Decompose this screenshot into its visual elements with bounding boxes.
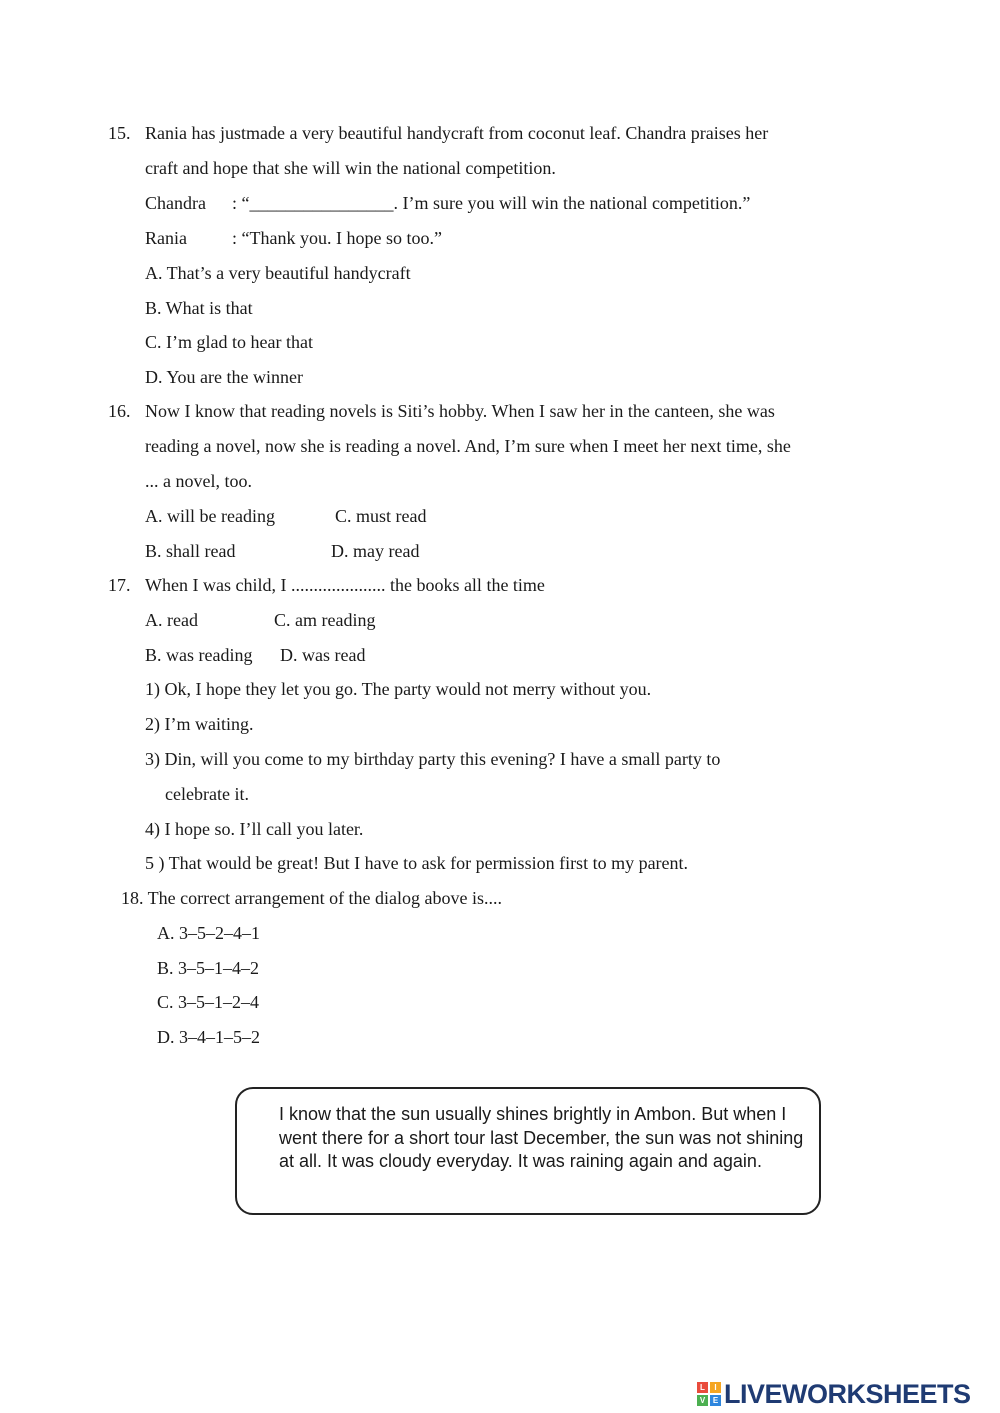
q16-option-c[interactable]: C. must read xyxy=(335,506,427,526)
dialog-line-1: 1) Ok, I hope they let you go. The party would not merry without you. xyxy=(145,679,652,699)
q17-option-a[interactable]: A. read xyxy=(145,610,198,630)
q15-dialog-speaker-chandra: Chandra xyxy=(145,193,206,213)
q16-option-d[interactable]: D. may read xyxy=(331,541,420,561)
logo-mark-letter: I xyxy=(710,1382,721,1393)
q15-stem-line1: Rania has justmade a very beautiful handycraft from coconut leaf. Chandra praises her xyxy=(145,123,769,143)
dialog-line-3: 3) Din, will you come to my birthday party this evening? I have a small party to xyxy=(145,749,721,769)
dialog-line-3-continued: celebrate it. xyxy=(165,784,249,804)
q15-option-d[interactable]: D. You are the winner xyxy=(145,367,303,387)
dialog-line-5: 5 ) That would be great! But I have to ask for permission first to my parent. xyxy=(145,853,689,873)
q16-stem-line3: ... a novel, too. xyxy=(145,471,252,491)
q15-option-c[interactable]: C. I’m glad to hear that xyxy=(145,332,313,352)
q15-dialog-line-chandra: : “________________. I’m sure you will win the national competition.” xyxy=(232,193,751,213)
q15-dialog-speaker-rania: Rania xyxy=(145,228,187,248)
q15-option-a[interactable]: A. That’s a very beautiful handycraft xyxy=(145,263,411,283)
logo-mark-letter: L xyxy=(697,1382,708,1393)
q15-option-b[interactable]: B. What is that xyxy=(145,298,253,318)
q17-option-c[interactable]: C. am reading xyxy=(274,610,376,630)
q18-stem: 18. The correct arrangement of the dialog above is.... xyxy=(121,888,503,908)
q17-number: 17. xyxy=(108,575,131,595)
q16-option-a[interactable]: A. will be reading xyxy=(145,506,275,526)
q15-stem-line2: craft and hope that she will win the national competition. xyxy=(145,158,556,178)
passage-text: I know that the sun usually shines brightly in Ambon. But when I went there for a short tour last December, the sun was not shining at all. It was cloudy everyday. It was raining again and again. xyxy=(279,1104,804,1171)
q16-number: 16. xyxy=(108,401,131,421)
liveworksheets-logo xyxy=(697,1380,971,1408)
logo-text: LIVEWORKSHEETS xyxy=(724,1378,971,1409)
q18-option-d[interactable]: D. 3–4–1–5–2 xyxy=(157,1027,260,1047)
q16-stem-line1: Now I know that reading novels is Siti’s hobby. When I saw her in the canteen, she was xyxy=(145,401,775,421)
q15-dialog-line-rania: : “Thank you. I hope so too.” xyxy=(232,228,442,248)
q16-option-b[interactable]: B. shall read xyxy=(145,541,236,561)
q17-stem: When I was child, I ..................... the books all the time xyxy=(145,575,545,595)
logo-mark-letter: E xyxy=(710,1395,721,1406)
dialog-line-4: 4) I hope so. I’ll call you later. xyxy=(145,819,364,839)
dialog-line-2: 2) I’m waiting. xyxy=(145,714,254,734)
q17-option-b[interactable]: B. was reading xyxy=(145,645,253,665)
q16-stem-line2: reading a novel, now she is reading a novel. And, I’m sure when I meet her next time, she xyxy=(145,436,791,456)
q18-option-c[interactable]: C. 3–5–1–2–4 xyxy=(157,992,260,1012)
q17-option-d[interactable]: D. was read xyxy=(280,645,366,665)
passage-box xyxy=(235,1087,821,1215)
logo-mark-icon xyxy=(697,1382,721,1406)
q18-option-b[interactable]: B. 3–5–1–4–2 xyxy=(157,958,260,978)
q18-option-a[interactable]: A. 3–5–2–4–1 xyxy=(157,923,260,943)
q15-number: 15. xyxy=(108,123,131,143)
logo-mark-letter: V xyxy=(697,1395,708,1406)
